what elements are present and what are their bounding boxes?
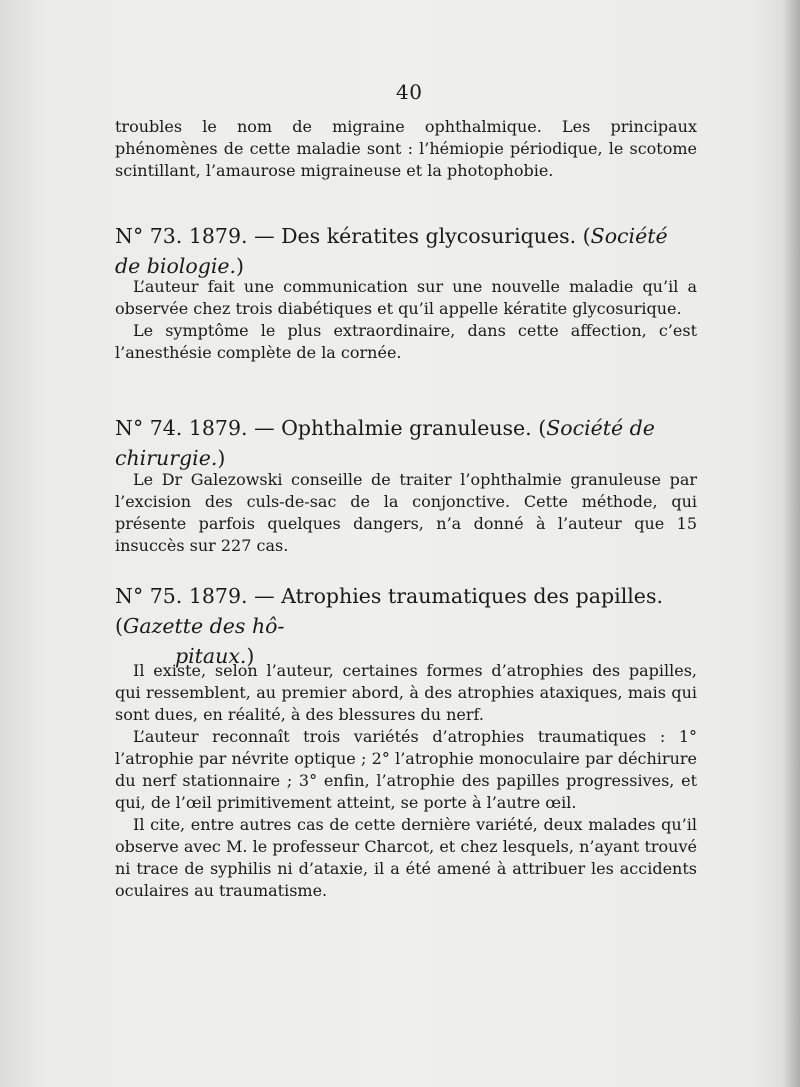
entry-75-paragraph-3: Il cite, entre autres cas de cette dernière variété, deux malades qu’il observe avec M. le professeur Charcot, et chez lesquels, n’ayant trouvé ni trace de syphilis ni d’ataxie, il a été amené à attribuer les accidents oculaires au traumatisme.: [115, 815, 697, 900]
entry-73-source: Société de biologie.: [115, 224, 668, 278]
entry-74-heading: N° 74. 1879. — Ophthalmie granuleuse. (Société de chirurgie.): [115, 416, 655, 470]
page-number: 40: [396, 80, 423, 104]
entry-73-heading: N° 73. 1879. — Des kératites glycosuriques. (Société de biologie.): [115, 224, 668, 278]
entry-73-paragraph-1: L’auteur fait une communication sur une nouvelle maladie qu’il a observée chez trois diabétiques et qu’il appelle kératite glycosurique.: [115, 277, 697, 318]
intro-paragraph: troubles le nom de migraine ophthalmique. Les principaux phénomènes de cette maladie sont : l’hémiopie périodique, le scotome scintillant, l’amaurose migraineuse et la photophobie.: [115, 117, 697, 180]
entry-73-paragraph-2: Le symptôme le plus extraordinaire, dans cette affection, c’est l’anesthésie complète de la cornée.: [115, 321, 697, 362]
entry-75-body: [115, 660, 697, 902]
entry-75-source-part2: pitaux.: [175, 644, 247, 668]
entry-73-dash: —: [254, 224, 275, 248]
entry-74-year: 1879.: [188, 416, 248, 440]
entry-75-year: 1879.: [188, 584, 248, 608]
entry-73-body: [115, 276, 697, 364]
entry-73-title: Des kératites glycosuriques.: [281, 224, 577, 248]
entry-75-paragraph-1: Il existe, selon l’auteur, certaines formes d’atrophies des papilles, qui ressemblent, au premier abord, à des atrophies ataxiques, mais qui sont dues, en réalité, à des blessures du nerf.: [115, 661, 697, 724]
entry-74: [115, 413, 697, 473]
entry-74-title: Ophthalmie granuleuse.: [281, 416, 532, 440]
entry-75-number: N° 75.: [115, 584, 183, 608]
intro-paragraph-block: [115, 116, 697, 182]
entry-75-source-part1: Gazette des hô-: [123, 614, 285, 638]
entry-75-heading: N° 75. 1879. — Atrophies traumatiques des papilles. (Gazette des hô- pitaux.): [115, 584, 663, 668]
entry-74-source: Société de chirurgie.: [115, 416, 655, 470]
entry-74-body: [115, 469, 697, 557]
entry-75-dash: —: [254, 584, 275, 608]
entry-74-paragraph-1: Le Dr Galezowski conseille de traiter l’ophthalmie granuleuse par l’excision des culs-de-sac de la conjonctive. Cette méthode, qui présente parfois quelques dangers, n’a donné à l’auteur que 15 insuccès sur 227 cas.: [115, 470, 697, 555]
entry-74-dash: —: [254, 416, 275, 440]
entry-75-title: Atrophies traumatiques des papilles.: [281, 584, 663, 608]
entry-73-year: 1879.: [188, 224, 248, 248]
entry-75: [115, 581, 697, 671]
entry-73: [115, 221, 697, 281]
entry-75-paragraph-2: L’auteur reconnaît trois variétés d’atrophies traumatiques : 1° l’atrophie par névrite optique ; 2° l’atrophie monoculaire par déchirure du nerf stationnaire ; 3° enfin, l’atrophie des papilles progressives, et qui, de l’œil primitivement atteint, se porte à l’autre œil.: [115, 727, 697, 812]
entry-73-number: N° 73.: [115, 224, 183, 248]
entry-74-number: N° 74.: [115, 416, 183, 440]
